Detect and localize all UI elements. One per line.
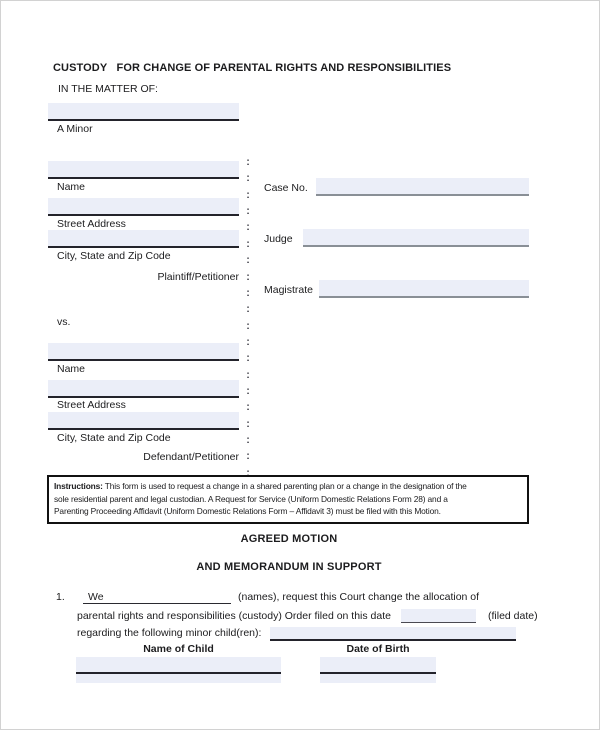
defendant-name-field[interactable] — [48, 343, 239, 361]
memorandum-heading: AND MEMORANDUM IN SUPPORT — [196, 561, 382, 573]
case-no-field[interactable] — [316, 178, 529, 196]
separator-colon: : — [246, 222, 250, 234]
vs-label: vs. — [57, 316, 71, 328]
separator-colon: : — [246, 157, 250, 168]
separator-colon: : — [246, 271, 250, 283]
separator-colon: : — [246, 369, 250, 381]
minor-name-field[interactable] — [48, 103, 239, 121]
instructions-box — [47, 475, 529, 524]
separator-colon: : — [246, 287, 250, 299]
filed-date-suffix-text: (filed date) — [488, 609, 538, 622]
we-names-line[interactable] — [83, 591, 231, 604]
separator-colon: : — [246, 353, 250, 365]
instructions-label: Instructions: — [54, 481, 103, 491]
instructions-line2: sole residential parent and legal custodian. A Request for Service (Uniform Domestic Relations Form 28) and a — [54, 493, 448, 504]
plaintiff-city-label: City, State and Zip Code — [57, 250, 171, 262]
separator-colon: : — [246, 173, 250, 185]
instructions-line3: Parenting Proceeding Affidavit (Uniform Domestic Relations Form – Affidavit 3) must be filed with this Motion. — [54, 506, 441, 517]
agreed-motion-heading: AGREED MOTION — [240, 533, 338, 545]
motion-line1 — [56, 591, 479, 604]
motion-line3 — [77, 627, 516, 639]
name-of-child-header: Name of Child — [143, 643, 214, 655]
plaintiff-role-label: Plaintiff/Petitioner — [157, 271, 239, 283]
motion-line2 — [77, 609, 538, 622]
defendant-city-label: City, State and Zip Code — [57, 432, 171, 444]
defendant-street-field[interactable] — [48, 380, 239, 398]
separator-colon: : — [246, 336, 250, 348]
line3-prefix-text: regarding the following minor child(ren): — [77, 627, 262, 639]
case-no-label: Case No. — [264, 182, 308, 194]
plaintiff-name-label: Name — [57, 181, 86, 193]
defendant-name-label: Name — [57, 363, 86, 375]
judge-field[interactable] — [303, 229, 529, 247]
caption-separator — [243, 157, 253, 479]
minor-label: A Minor — [57, 123, 93, 135]
names-suffix-text: (names), request this Court change the allocation of — [238, 591, 480, 603]
line2-prefix-text: parental rights and responsibilities (custody) Order filed on this date — [77, 609, 391, 622]
child-name-cell — [76, 657, 281, 683]
separator-colon: : — [246, 435, 250, 447]
instructions-line1: Instructions: This form is used to request a change in a shared parenting plan or a change in the designation of the — [54, 481, 467, 491]
separator-colon: : — [246, 386, 250, 398]
separator-colon: : — [246, 255, 250, 267]
date-of-birth-header: Date of Birth — [346, 643, 410, 655]
separator-colon: : — [246, 418, 250, 430]
plaintiff-name-field[interactable] — [48, 161, 239, 179]
defendant-role-label: Defendant/Petitioner — [143, 451, 239, 463]
separator-colon: : — [246, 402, 250, 414]
plaintiff-city-field[interactable] — [48, 230, 239, 248]
minor-children-field[interactable] — [270, 627, 516, 641]
plaintiff-street-label: Street Address — [57, 218, 126, 230]
defendant-city-field[interactable] — [48, 412, 239, 430]
separator-colon: : — [246, 304, 250, 316]
separator-colon: : — [246, 189, 250, 201]
form-title: CUSTODY FOR CHANGE OF PARENTAL RIGHTS AND RESPONSIBILITIES — [53, 62, 452, 74]
separator-colon: : — [246, 238, 250, 250]
separator-colon: : — [246, 467, 250, 479]
in-the-matter-of-label: IN THE MATTER OF: — [58, 83, 158, 95]
filed-date-field[interactable] — [401, 609, 476, 623]
child-dob-cell — [320, 657, 436, 683]
separator-colon: : — [246, 451, 250, 463]
plaintiff-street-field[interactable] — [48, 198, 239, 216]
child-dob-field[interactable] — [320, 657, 436, 674]
magistrate-label: Magistrate — [264, 284, 314, 296]
separator-colon: : — [246, 320, 250, 332]
child-name-field[interactable] — [76, 657, 281, 674]
defendant-street-label: Street Address — [57, 399, 126, 411]
judge-label: Judge — [264, 233, 293, 245]
separator-colon: : — [246, 206, 250, 218]
we-label: We — [88, 591, 104, 603]
magistrate-field[interactable] — [319, 280, 529, 298]
item-number: 1. — [56, 591, 65, 603]
